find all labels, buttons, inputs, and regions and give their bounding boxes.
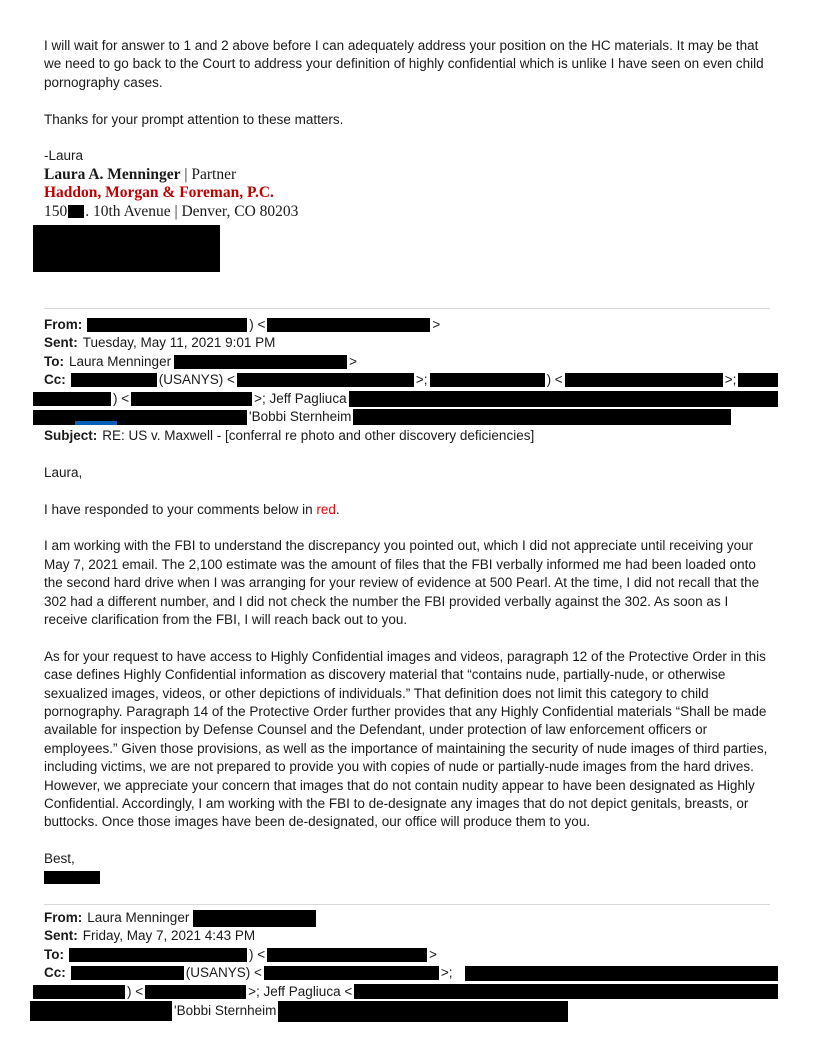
header-fragment: >;: [415, 372, 428, 388]
header-fragment: >: [429, 946, 438, 962]
redaction-bar: [131, 392, 252, 406]
redaction-bar: [71, 373, 157, 387]
subject-label: Subject:: [44, 427, 98, 443]
signature-name-line: [44, 166, 770, 184]
header1-subject-row: [44, 427, 770, 445]
signature-title: Partner: [191, 165, 237, 183]
address-number: 150: [44, 202, 68, 220]
header2-to-row: [44, 946, 770, 964]
closing: Best,: [44, 851, 75, 867]
header-fragment: >;: [724, 372, 737, 388]
intro-period: .: [335, 501, 340, 517]
header1-from-row: [44, 316, 770, 334]
from-label: From:: [44, 910, 83, 925]
header-fragment: >; Jeff Pagliuca <: [248, 983, 353, 999]
greeting: Laura,: [44, 464, 83, 480]
cc-label: Cc:: [44, 372, 66, 388]
signature-name: Laura A. Menninger: [44, 165, 181, 183]
to-label: To:: [44, 353, 64, 369]
redaction-bar: [267, 318, 430, 332]
redaction-bar: [465, 966, 778, 981]
header1-to-row: [44, 353, 770, 371]
header-fragment: ) <: [249, 317, 266, 333]
redaction-bar: [354, 984, 778, 999]
header2-cc-row-3: [30, 1001, 770, 1022]
redaction-bar: [69, 948, 247, 962]
header-fragment: >; Jeff Pagliuca: [254, 390, 347, 406]
redaction-bar: [193, 910, 316, 927]
from-value: Laura Menninger: [87, 910, 190, 925]
signature-separator: |: [180, 165, 192, 183]
header1-cc-row-2: [33, 390, 770, 408]
redaction-bar: [145, 985, 246, 999]
clipped-hyperlink-artifact: [75, 421, 117, 425]
redaction-bar: [33, 392, 111, 406]
redaction-bar: [87, 318, 247, 332]
redaction-bar: [237, 373, 414, 387]
sent-label: Sent:: [44, 928, 78, 944]
redaction-bar: [33, 985, 125, 999]
address-rest: . 10th Avenue | Denver, CO 80203: [85, 202, 299, 220]
header1-cc-row-3: [33, 408, 770, 427]
signature-address-line: [44, 203, 770, 221]
header-fragment: (USANYS) <: [158, 372, 235, 388]
redaction-bar: [565, 373, 723, 387]
header1-cc-row-1: [44, 371, 770, 389]
header-fragment: >: [349, 353, 357, 369]
redaction-bar: [33, 410, 247, 425]
to-label: To:: [44, 946, 64, 962]
header-fragment: ) <: [546, 372, 563, 388]
red-word: red: [316, 501, 336, 517]
intro-text: I have responded to your comments below in: [44, 501, 317, 517]
signature-firm: Haddon, Morgan & Foreman, P.C.: [44, 184, 274, 202]
header-fragment: (USANYS) <: [185, 965, 262, 981]
header-fragment: ) <: [127, 983, 144, 999]
redaction-bar: [71, 966, 184, 980]
paragraph-highly-confidential: As for your request to have access to Highly Confidential images and videos, paragraph 12 of the Protective Order in this case defines Highly Confidential information as discovery material that “contains nude, partially-nude, or otherwise sexualized images, videos, or other depictions of individuals.” That definition does not limit this category to child pornography. Paragraph 14 of the Protective Order further provides that any Highly Confidential materials “Shall be made available for inspection by Defense Counsel and the Defendant, under protection of law enforcement officers or employees.” Given those provisions, as well as the importance of maintaining the security of nude images of third parties, including victims, we are not prepared to provide you with copies of nude or partially-nude images from the hard drives. However, we appreciate your concern that images that do not contain nudity appear to have been designated as Highly Confidential. Accordingly, I am working with the FBI to de-designate any images that do not depict genitals, breasts, or buttocks. Once those images have been de-designated, our office will produce them to you.: [44, 648, 768, 830]
redaction-bar: [174, 355, 347, 369]
redaction-bar: [353, 409, 731, 425]
redaction-bar: [349, 391, 778, 407]
header-fragment: ) <: [113, 390, 130, 406]
subject-value: RE: US v. Maxwell - [conferral re photo and other discovery deficiencies]: [102, 427, 535, 443]
from-label: From:: [44, 317, 83, 333]
header-fragment: >;: [440, 965, 453, 981]
header2-cc-row-1: [44, 964, 770, 982]
top-paragraph-1: I will wait for answer to 1 and 2 above before I can adequately address your position on the HC materials. It may be that we need to go back to the Court to address your definition of highly confidential which is unlike I have seen on even child pornography cases.: [44, 38, 764, 90]
sent-value: Tuesday, May 11, 2021 9:01 PM: [82, 335, 276, 351]
to-value: Laura Menninger: [69, 353, 172, 369]
redaction-bar: [278, 1001, 568, 1022]
email-header-2: [44, 909, 770, 1022]
redaction-bar: [68, 205, 84, 218]
header-fragment: 'Bobbi Sternheim: [249, 409, 352, 425]
header-fragment: >: [432, 317, 441, 333]
redaction-bar: [44, 871, 100, 884]
header2-sent-row: [44, 927, 770, 945]
divider: [44, 904, 770, 905]
redaction-block: [33, 225, 220, 272]
paragraph-fbi: I am working with the FBI to understand the discrepancy you pointed out, which I did not appreciate until receiving your May 7, 2021 email. The 2,100 estimate was the amount of files that the FBI verbally informed me had been loaded onto the second hard drive when I was arranging for your review of evidence at 500 Pearl. At the time, I did not recall that the 302 had a different number, and I did not check the number the FBI provided verbally against the 302. As soon as I receive clarification from the FBI, I will reach back out to you.: [44, 538, 760, 627]
redaction-bar: [264, 966, 439, 980]
header-fragment: 'Bobbi Sternheim: [174, 1003, 277, 1019]
redaction-bar: [430, 373, 545, 387]
header2-cc-row-2: [33, 983, 770, 1001]
signature-block: [44, 166, 770, 272]
redaction-bar: [30, 1001, 172, 1021]
sent-label: Sent:: [44, 335, 78, 351]
intro-line: [44, 501, 770, 519]
top-paragraph-2: Thanks for your prompt attention to these matters.: [44, 111, 344, 127]
sent-value: Friday, May 7, 2021 4:43 PM: [82, 928, 256, 944]
redaction-bar: [267, 948, 427, 962]
divider: [44, 308, 770, 309]
signoff: -Laura: [44, 148, 84, 164]
header2-from-row: [44, 909, 770, 927]
email-header-1: [44, 316, 770, 445]
header1-sent-row: [44, 334, 770, 352]
header-fragment: ) <: [249, 946, 266, 962]
closing-name-line: [44, 869, 770, 887]
redaction-bar: [738, 373, 778, 387]
cc-label: Cc:: [44, 965, 66, 981]
